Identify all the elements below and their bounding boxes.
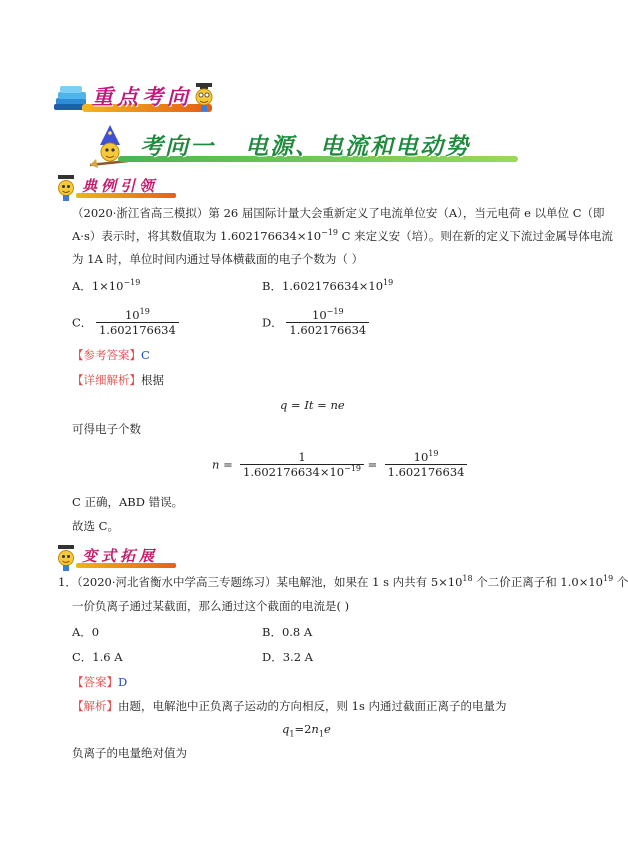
ext-option-c: C．1.6 A xyxy=(72,650,123,664)
eq2-fraction-1-numerator: 1 xyxy=(298,450,306,464)
option-a-exponent: −19 xyxy=(123,278,141,288)
eq2-fraction-2 xyxy=(385,450,468,479)
detailed-analysis xyxy=(72,372,164,388)
option-b-exponent: 19 xyxy=(383,278,394,288)
eq2-fraction-1-denominator: 1.602176634×10 xyxy=(243,465,345,479)
ext-answer-value: D xyxy=(118,675,128,689)
extension-heading xyxy=(54,545,184,571)
reference-answer xyxy=(72,347,150,363)
ext-eq-q-subscript: 1 xyxy=(289,729,295,739)
ext-answer-tag: 【答案】 xyxy=(72,675,118,689)
equation-q-it-ne xyxy=(280,397,345,413)
mascot-icon xyxy=(54,175,78,201)
option-c-numerator-exponent: 19 xyxy=(139,307,150,317)
option-a-label: A． xyxy=(72,279,92,293)
eq1-equals-1: = xyxy=(287,398,305,412)
ext-option-b: B．0.8 A xyxy=(262,625,313,639)
mascot-icon xyxy=(191,82,217,112)
ext-equation-q1 xyxy=(282,721,331,737)
example-heading xyxy=(54,175,184,201)
question-line-3: 为 1A 时，单位时间内通过导体横截面的电子个数为（ ） xyxy=(72,252,364,266)
ext-option-a: A．0 xyxy=(72,625,100,639)
eq1-i: I xyxy=(304,398,309,412)
eq2-n: n xyxy=(212,457,220,472)
question-line-2 xyxy=(72,228,613,244)
eq1-equals-2: = xyxy=(313,398,331,412)
option-c-numerator: 10 xyxy=(124,308,140,322)
option-d-numerator-exponent: −19 xyxy=(326,307,344,317)
equation-electron-count xyxy=(212,450,467,479)
conclusion-text: 故选 C。 xyxy=(72,519,119,533)
detailed-analysis-text: 根据 xyxy=(141,373,164,387)
mascot-icon xyxy=(54,545,78,571)
ext-eq-n: n xyxy=(311,722,319,736)
example-heading-label: 典例引领 xyxy=(82,177,159,195)
option-b-label: B． xyxy=(262,279,282,293)
eq2-fraction-2-denominator: 1.602176634 xyxy=(385,464,468,479)
option-d xyxy=(262,308,369,337)
header-banner xyxy=(52,80,217,116)
ext-answer xyxy=(72,674,127,690)
wizard-mascot-icon xyxy=(88,125,132,169)
option-b-value: 1.602176634×10 xyxy=(281,279,384,293)
ext-analysis xyxy=(72,698,507,714)
reference-answer-tag: 【参考答案】 xyxy=(72,348,141,362)
ext-question-line-1-tail: 个 xyxy=(613,575,628,589)
question-line-2-text: A·s）表示时，将其数值取为 1.602176634×10 xyxy=(72,229,322,243)
eq2-fraction-1-denominator-exponent: −19 xyxy=(344,464,362,474)
option-d-denominator: 1.602176634 xyxy=(286,322,369,337)
ext-negative-ion-text: 负离子的电量绝对值为 xyxy=(72,746,187,760)
eq1-t: t xyxy=(308,398,314,412)
eq1-ne: ne xyxy=(330,398,345,412)
question-line-1: （2020·浙江省高三模拟）第 26 届国际计量大会重新定义了电流单位安（A），当元电荷 e 以单位 C（即 xyxy=(72,206,605,220)
option-c-label: C． xyxy=(72,315,93,330)
question-line-2-tail: C 来定义安（培）。则在新的定义下流过金属导体电流 xyxy=(338,229,613,243)
option-a xyxy=(72,278,140,294)
reference-answer-value: C xyxy=(141,348,150,362)
option-d-numerator: 10 xyxy=(312,308,327,322)
ext-question-line-2: 一价负离子通过某截面，那么通过这个截面的电流是( ) xyxy=(72,599,350,613)
option-d-label: D． xyxy=(262,315,283,330)
ext-option-d: D．3.2 A xyxy=(262,650,313,664)
option-c-fraction xyxy=(96,308,179,337)
eq2-fraction-2-numerator: 10 xyxy=(413,450,429,464)
section-title: 考向一 电源、电流和电动势 xyxy=(140,133,471,160)
ext-analysis-text: 由题，电解池中正负离子运动的方向相反，则 1s 内通过截面正离子的电量为 xyxy=(118,699,507,713)
ext-question-exponent-1: 18 xyxy=(462,574,473,584)
eq1-q: q xyxy=(280,398,288,412)
eq2-fraction-1 xyxy=(240,450,364,479)
electron-count-text: 可得电子个数 xyxy=(72,422,141,436)
ext-eq-n-subscript: 1 xyxy=(318,729,324,739)
ext-question-line-1 xyxy=(58,574,628,590)
ext-eq-mid: =2 xyxy=(294,722,312,736)
ext-question-exponent-2: 19 xyxy=(602,574,614,584)
option-c-denominator: 1.602176634 xyxy=(96,322,179,337)
section-banner xyxy=(88,125,518,169)
ext-eq-q: q xyxy=(282,722,290,736)
detailed-analysis-tag: 【详细解析】 xyxy=(72,373,141,387)
extension-heading-label: 变式拓展 xyxy=(82,547,159,565)
eq2-equals-1: = xyxy=(219,457,237,472)
option-b xyxy=(262,278,393,294)
eq2-equals-2: = xyxy=(364,457,381,472)
option-a-value: 1×10 xyxy=(91,279,124,293)
ext-eq-e: e xyxy=(323,722,331,736)
option-d-fraction xyxy=(286,308,369,337)
ext-question-line-1-mid: 个二价正离子和 1.0×10 xyxy=(472,575,603,589)
option-c xyxy=(72,308,179,337)
header-title: 重点考向 xyxy=(92,84,192,109)
eq2-fraction-2-numerator-exponent: 19 xyxy=(428,449,439,459)
ext-question-line-1-text: 1．（2020·河北省衡水中学高三专题练习）某电解池，如果在 1 s 内共有 5×10 xyxy=(58,575,463,589)
ext-analysis-tag: 【解析】 xyxy=(72,699,118,713)
question-line-2-exponent: −19 xyxy=(321,228,338,238)
c-correct-text: C 正确，ABD 错误。 xyxy=(72,495,184,509)
